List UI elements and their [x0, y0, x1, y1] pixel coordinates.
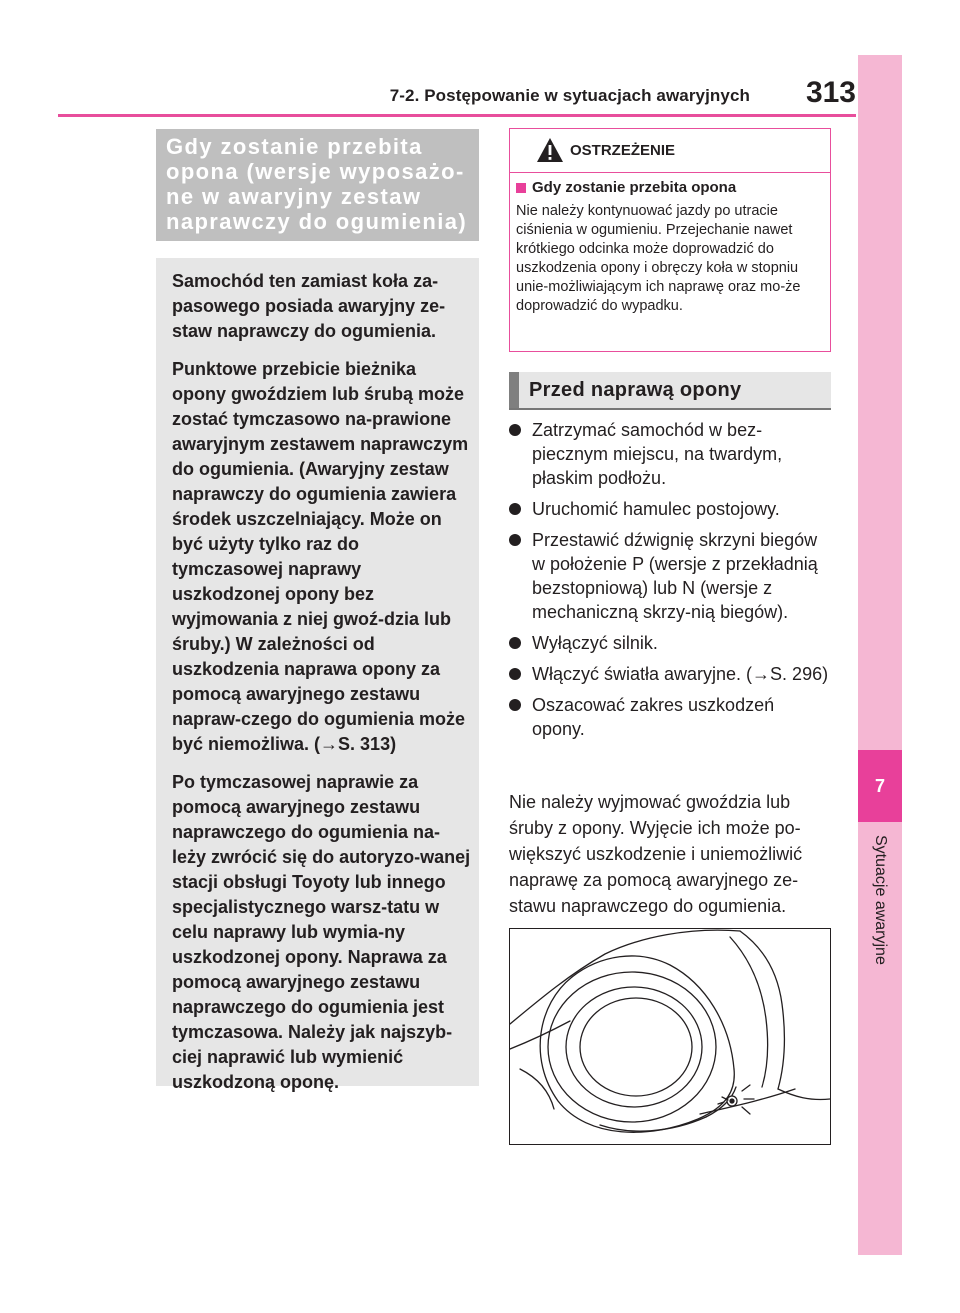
tire-nail-illustration [509, 928, 831, 1145]
step-text: Włączyć światła awaryjne. (→S. 296) [532, 664, 829, 684]
steps-list [509, 418, 831, 748]
step-text: Przestawić dźwignię skrzyni biegów w położenie P (wersje z przekładnią bezstopniową) lub N (wersje z mechaniczną skrzy-nią biegów). [532, 530, 818, 622]
info-paragraph: Po tymczasowej naprawie za pomocą awaryjnego zestawu naprawczego do ogumienia na-leży zwrócić się do autoryzo-wanej stacji obsługi Toyoty lub innego specjalistycznego warsz-tatu w celu naprawy lub wymia-ny uszkodzonej opony. Naprawa za pomocą awaryjnego zestawu naprawczego do ogumienia jest tymczasowa. Należy jak najszyb-ciej naprawić lub wymienić uszkodzoną oponę. [172, 772, 471, 1092]
bullet-icon [509, 534, 521, 546]
warning-triangle-icon [536, 137, 564, 163]
list-item [509, 662, 831, 686]
chapter-side-tab [858, 55, 902, 1255]
chapter-number: 7 [858, 750, 902, 822]
chapter-label: Sytuacje awaryjne [872, 835, 889, 965]
step-text: Uruchomić hamulec postojowy. [532, 499, 780, 519]
bullet-icon [509, 668, 521, 680]
info-panel [156, 258, 479, 1092]
bullet-icon [509, 424, 521, 436]
warning-box [509, 128, 831, 352]
section-title: 7-2. Postępowanie w sytuacjach awaryjnych [389, 86, 750, 105]
warning-body [510, 173, 830, 316]
list-item [509, 528, 831, 624]
warning-subheading [516, 179, 822, 196]
step-text: Zatrzymać samochód w bez-piecznym miejscu, na twardym, płaskim podłożu. [532, 420, 783, 488]
warning-header [510, 129, 830, 173]
right-section-heading [509, 372, 831, 410]
left-section-heading: Gdy zostanie przebita opona (wersje wyposażo-ne w awaryjny zestaw naprawczy do ogumienia) [156, 129, 479, 241]
right-heading-text: Przed naprawą opony [529, 378, 742, 401]
info-paragraph: Samochód ten zamiast koła za-pasowego posiada awaryjny ze-staw naprawczy do ogumienia. [172, 271, 446, 341]
bullet-icon [509, 503, 521, 515]
list-item [509, 693, 831, 741]
list-item [509, 631, 831, 655]
page-number: 313 [805, 76, 856, 109]
note-text: Nie należy wyjmować gwoździa lub śruby z opony. Wyjęcie ich może po-większyć uszkodzenie i uniemożliwić naprawę za pomocą awaryjnego ze-stawu naprawczego do ogumienia. [509, 792, 803, 916]
bullet-icon [509, 637, 521, 649]
step-text: Wyłączyć silnik. [532, 633, 658, 653]
bullet-icon [509, 699, 521, 711]
square-bullet-icon [516, 183, 526, 193]
info-paragraph: Punktowe przebicie bieżnika opony gwoździem lub śrubą może zostać tymczasowo na-prawione awaryjnym zestawem naprawczym do ogumienia. (Awaryjny zestaw naprawczy do ogumienia zawiera środek uszczelniający. Może on być użyty tylko raz do tymczasowej naprawy uszkodzonej opony bez wyjmowania z niej gwoź-dzia lub śruby.) W zależności od uszkodzenia naprawa opony za pomocą awaryjnego zestawu napraw-czego do ogumienia może być niemożliwa. (→S. 313) [172, 359, 469, 754]
step-text: Oszacować zakres uszkodzeń opony. [532, 695, 775, 739]
warning-text: Nie należy kontynuować jazdy po utracie ciśnienia w ogumieniu. Przejechanie nawet krótkiego odcinka może doprowadzić do uszkodzenia opony i obręczy koła w stopniu unie-możliwiającym ich naprawę oraz mo-że doprowadzić do wypadku. [516, 203, 801, 314]
warning-subheading-text: Gdy zostanie przebita opona [532, 179, 737, 196]
punctured-tire-icon [510, 929, 830, 1144]
list-item [509, 497, 831, 521]
warning-label: OSTRZEŻENIE [570, 142, 676, 159]
header-rule [58, 114, 856, 117]
heading-accent-bar [509, 372, 519, 408]
list-item [509, 418, 831, 490]
